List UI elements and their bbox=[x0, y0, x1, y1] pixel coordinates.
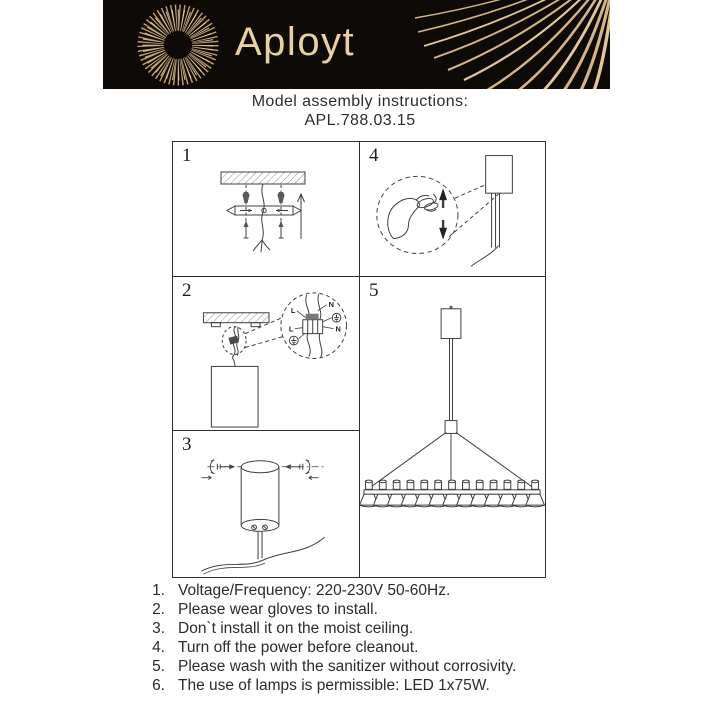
panel-step-5 bbox=[360, 277, 545, 577]
wire-label-line: L bbox=[290, 305, 296, 315]
panel-step-1 bbox=[173, 142, 360, 277]
instruction-number: 6. bbox=[152, 677, 165, 694]
assembly-steps-grid bbox=[172, 141, 546, 578]
diagram-cable-adjust bbox=[360, 142, 545, 276]
instruction-text: The use of lamps is permissible: LED 1x75W. bbox=[178, 677, 490, 694]
instruction-text: Please wear gloves to install. bbox=[178, 601, 378, 618]
instruction-number: 5. bbox=[152, 658, 165, 675]
diagram-ceiling-bracket bbox=[173, 142, 359, 276]
diagram-assembled-chandelier bbox=[360, 277, 545, 577]
instruction-number: 4. bbox=[152, 639, 165, 656]
instruction-number: 2. bbox=[152, 601, 165, 618]
brand-banner bbox=[103, 0, 610, 89]
instruction-list bbox=[141, 581, 601, 695]
model-number: APL.788.03.15 bbox=[304, 112, 416, 129]
step-number: 4 bbox=[369, 145, 379, 166]
step-number: 3 bbox=[182, 434, 192, 455]
wire-label-line: L bbox=[288, 324, 294, 334]
step-number: 2 bbox=[182, 280, 192, 301]
wire-label-neutral: N bbox=[328, 299, 334, 309]
panel-step-4 bbox=[360, 142, 545, 277]
banner-rays-decoration bbox=[360, 0, 610, 89]
brand-wordmark: Aployt bbox=[235, 20, 356, 64]
panel-step-3 bbox=[173, 431, 360, 577]
starburst-logo-icon bbox=[135, 2, 221, 88]
diagram-shade-screws bbox=[173, 431, 359, 577]
ground-symbol-icon bbox=[289, 336, 298, 345]
instruction-text: Don`t install it on the moist ceiling. bbox=[178, 620, 414, 637]
instruction-number: 1. bbox=[152, 582, 165, 599]
ground-symbol-icon bbox=[332, 313, 341, 322]
instruction-item bbox=[141, 581, 601, 600]
instruction-text: Turn off the power before cleanout. bbox=[178, 639, 419, 656]
instruction-text: Voltage/Frequency: 220-230V 50-60Hz. bbox=[178, 582, 451, 599]
instruction-item bbox=[141, 676, 601, 695]
step-number: 1 bbox=[182, 145, 192, 166]
instruction-item bbox=[141, 619, 601, 638]
diagram-wiring-connection bbox=[173, 277, 359, 430]
panel-step-2 bbox=[173, 277, 360, 431]
instruction-text: Please wash with the sanitizer without corrosivity. bbox=[178, 658, 517, 675]
page-title: Model assembly instructions: bbox=[251, 93, 469, 110]
instruction-number: 3. bbox=[152, 620, 165, 637]
instruction-item bbox=[141, 600, 601, 619]
step-number: 5 bbox=[369, 280, 379, 301]
instruction-item bbox=[141, 638, 601, 657]
wire-label-neutral: N bbox=[335, 324, 341, 334]
instruction-item bbox=[141, 657, 601, 676]
